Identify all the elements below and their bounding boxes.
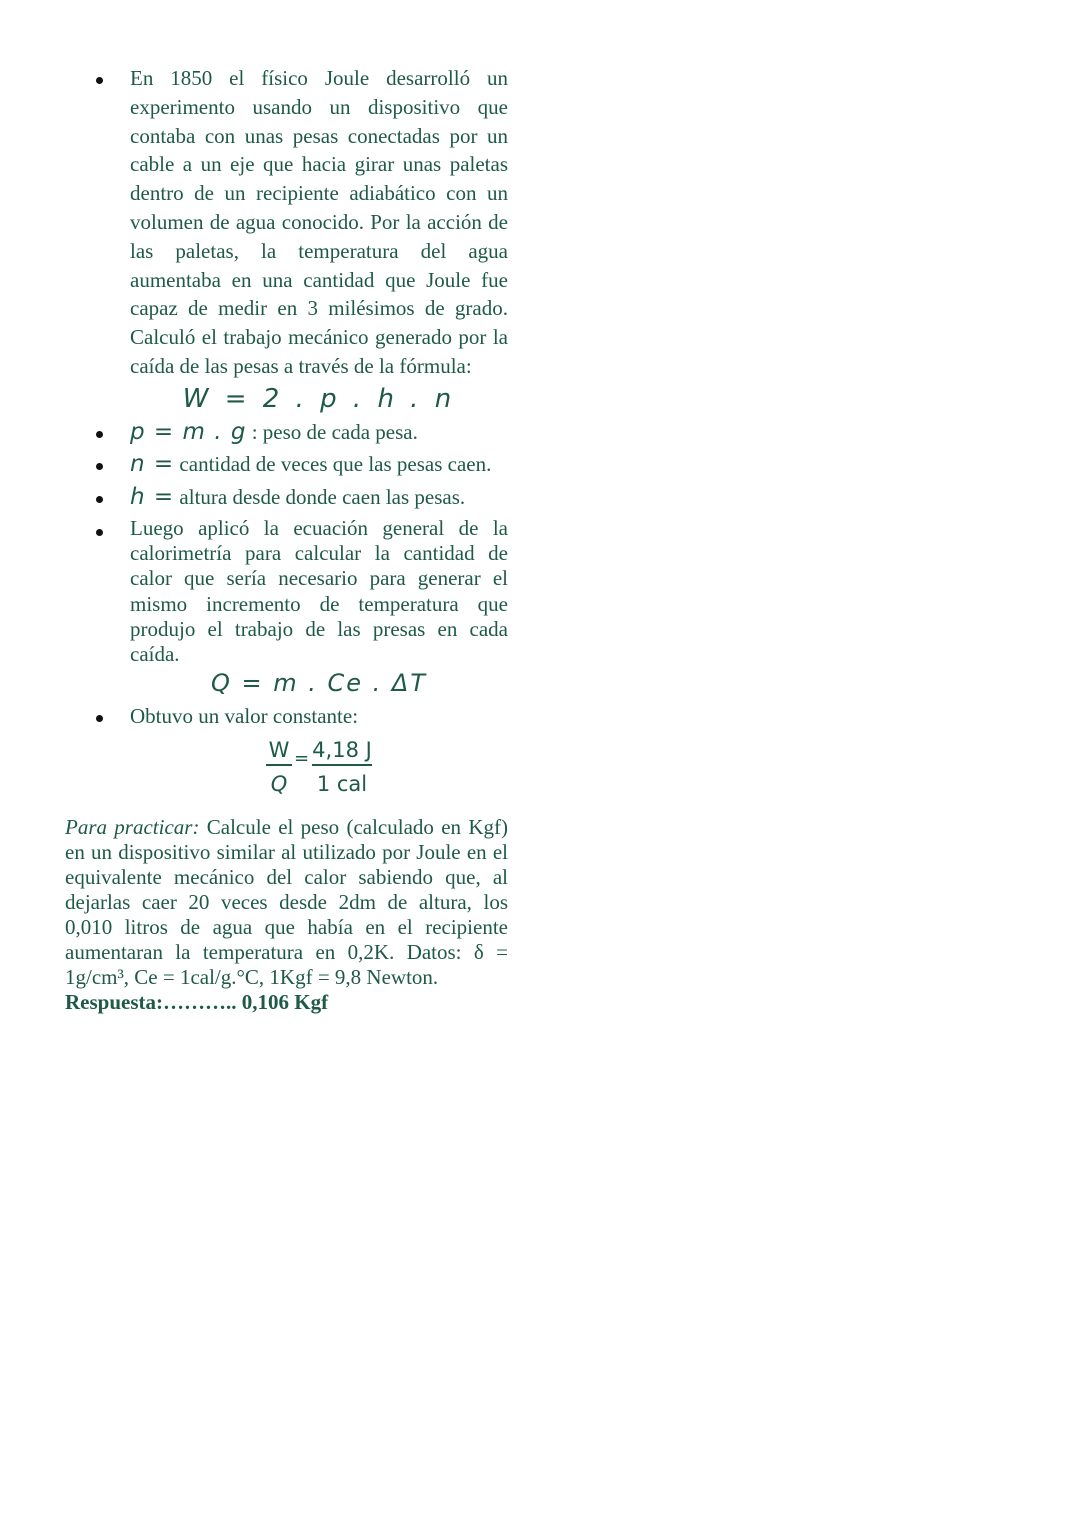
practice-label: Para practicar: (65, 815, 200, 839)
list-item (96, 64, 508, 414)
practice-text: Calcule el peso (calculado en Kgf) en un dispositivo similar al utilizado por Joule en el equivalente mecánico del calor sabiendo que, al dejarlas caer 20 veces desde 2dm de altura, los 0,010 litros de agua que había en el recipiente aumentaran la temperatura en 0,2K. Datos: δ = 1g/cm³, Ce = 1cal/g.°C, 1Kgf = 9,8 Newton. (65, 815, 508, 989)
fraction-denominator: 1 cal (316, 772, 368, 796)
h-definition: altura desde donde caen las pesas. (179, 485, 466, 510)
heat-formula: Q = m . Ce . ΔT (210, 669, 427, 698)
constant-text: Obtuvo un valor constante: (130, 703, 359, 728)
bullet-list (96, 64, 508, 731)
calorimetry-paragraph: Luego aplicó la ecuación general de la calorimetría para calcular la cantidad de calor que sería necesario para generar el mismo incremento de temperatura que produjo el trabajo de las presas en cada caída. (130, 515, 508, 666)
bullet-dot (96, 77, 103, 84)
work-formula: W = 2 . p . h . n (182, 383, 456, 414)
equals-sign: = (294, 748, 310, 769)
list-item (96, 418, 508, 447)
bullet-dot (96, 496, 103, 503)
list-item (96, 516, 508, 698)
fraction-numerator: 4,18 J (312, 738, 372, 766)
bullet-dot (96, 715, 103, 722)
answer-line: Respuesta:……….. 0,106 Kgf (65, 990, 329, 1014)
bullet-dot (96, 529, 103, 536)
p-definition: : peso de cada pesa. (251, 419, 418, 444)
joule-paragraph: En 1850 el físico Joule desarrolló un experimento usando un dispositivo que contaba con unas pesas conectadas por un cable a un eje que hacia girar unas paletas dentro de un recipiente adiabático con un volumen de agua conocido. Por la acción de las paletas, la temperatura del agua aumentaba en una cantidad que Joule fue capaz de medir en 3 milésimos de grado. Calculó el trabajo mecánico generado por la caída de las pesas a través de la fórmula: (130, 66, 508, 378)
ratio-fraction (266, 738, 406, 802)
work-over-heat (266, 738, 292, 796)
bullet-dot (96, 431, 103, 438)
practice-problem (65, 815, 508, 990)
joule-constant (312, 738, 372, 796)
list-item (96, 702, 508, 731)
fraction-denominator: Q (270, 772, 288, 796)
p-symbol: p = m . g (130, 418, 247, 445)
n-definition: cantidad de veces que las pesas caen. (179, 452, 492, 477)
bullet-dot (96, 463, 103, 470)
h-symbol: h = (130, 484, 175, 511)
list-item (96, 483, 508, 512)
n-symbol: n = (130, 451, 175, 478)
fraction-numerator: W (266, 738, 292, 766)
list-item (96, 450, 508, 479)
